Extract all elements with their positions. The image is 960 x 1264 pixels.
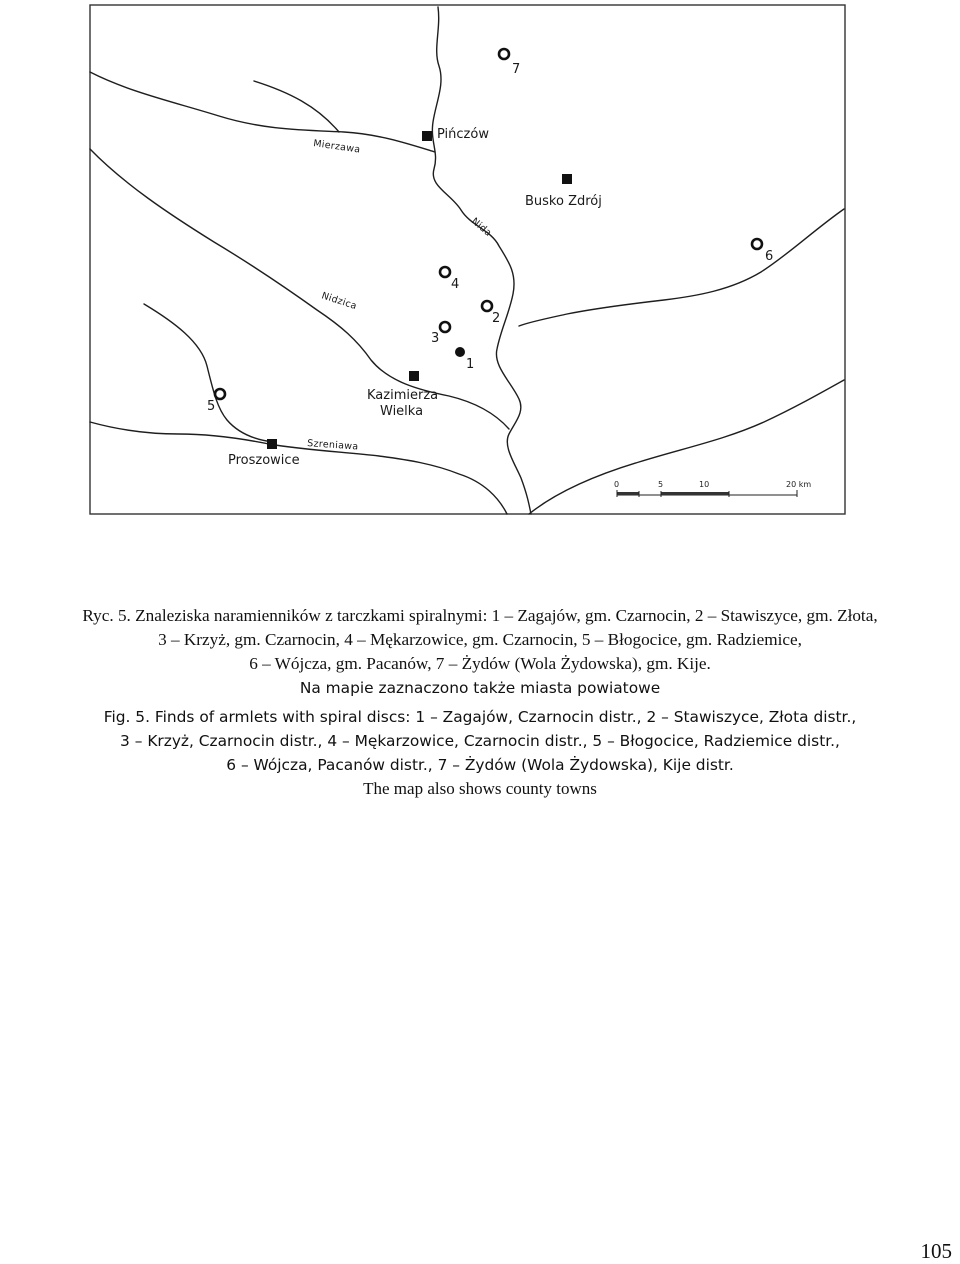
map-figure — [89, 4, 846, 515]
caption-english — [0, 705, 960, 801]
scale-label-20km: 20 km — [786, 480, 812, 489]
site-7-label: 7 — [512, 62, 521, 77]
site-5-label: 5 — [207, 399, 216, 414]
caption-pl-line-1: Ryc. 5. Znaleziska naramienników z tarczkami spiralnymi: 1 – Zagajów, gm. Czarnocin, 2 – Stawiszyce, gm. Złota, — [82, 606, 878, 625]
label-mierzawa: Mierzawa — [312, 138, 362, 156]
caption-polish — [0, 604, 960, 700]
caption-en-line-4: The map also shows county towns — [363, 779, 597, 798]
site-1-label: 1 — [466, 357, 475, 372]
label-proszowice: Proszowice — [228, 453, 300, 468]
map-border — [90, 5, 845, 514]
site-4-marker — [440, 267, 450, 277]
label-kazimierza-1: Kazimierza — [367, 388, 439, 403]
site-3-label: 3 — [431, 331, 440, 346]
site-6-marker — [752, 239, 762, 249]
site-6-label: 6 — [765, 249, 774, 264]
caption-pl-line-3: 6 – Wójcza, gm. Pacanów, 7 – Żydów (Wola Żydowska), gm. Kije. — [249, 654, 711, 673]
caption-en-line-3: 6 – Wójcza, Pacanów distr., 7 – Żydów (Wola Żydowska), Kije distr. — [226, 756, 734, 774]
page-number: 105 — [920, 1239, 952, 1263]
site-2-marker — [482, 301, 492, 311]
caption-en-line-2: 3 – Krzyż, Czarnocin distr., 4 – Mękarzowice, Czarnocin distr., 5 – Błogocice, Radziemice distr., — [120, 732, 840, 750]
site-4-label: 4 — [451, 277, 460, 292]
scale-label-5: 5 — [658, 480, 664, 489]
scale-label-0: 0 — [614, 480, 620, 489]
label-szreniawa: Szreniawa — [306, 438, 359, 453]
site-7-marker — [499, 49, 509, 59]
site-3-marker — [440, 322, 450, 332]
town-marker-kazimierza — [409, 371, 419, 381]
town-marker-proszowice — [267, 439, 277, 449]
scale-label-10: 10 — [699, 480, 710, 489]
caption-pl-line-2: 3 – Krzyż, gm. Czarnocin, 4 – Mękarzowice, gm. Czarnocin, 5 – Błogocice, gm. Radziemice, — [158, 630, 802, 649]
site-5-marker — [215, 389, 225, 399]
town-marker-busko — [562, 174, 572, 184]
site-1-marker — [455, 347, 465, 357]
label-kazimierza-2: Wielka — [380, 404, 424, 419]
label-busko: Busko Zdrój — [525, 194, 602, 209]
site-2-label: 2 — [492, 311, 501, 326]
caption-pl-line-4: Na mapie zaznaczono także miasta powiatowe — [299, 679, 661, 697]
label-nidzica: Nidzica — [320, 290, 359, 313]
town-marker-pinczow — [422, 131, 432, 141]
label-pinczow: Pińczów — [437, 127, 489, 142]
label-nida: Nida — [469, 215, 494, 239]
map-svg — [89, 4, 846, 515]
caption-en-line-1: Fig. 5. Finds of armlets with spiral discs: 1 – Zagajów, Czarnocin distr., 2 – Stawiszyce, Złota distr., — [103, 708, 857, 726]
